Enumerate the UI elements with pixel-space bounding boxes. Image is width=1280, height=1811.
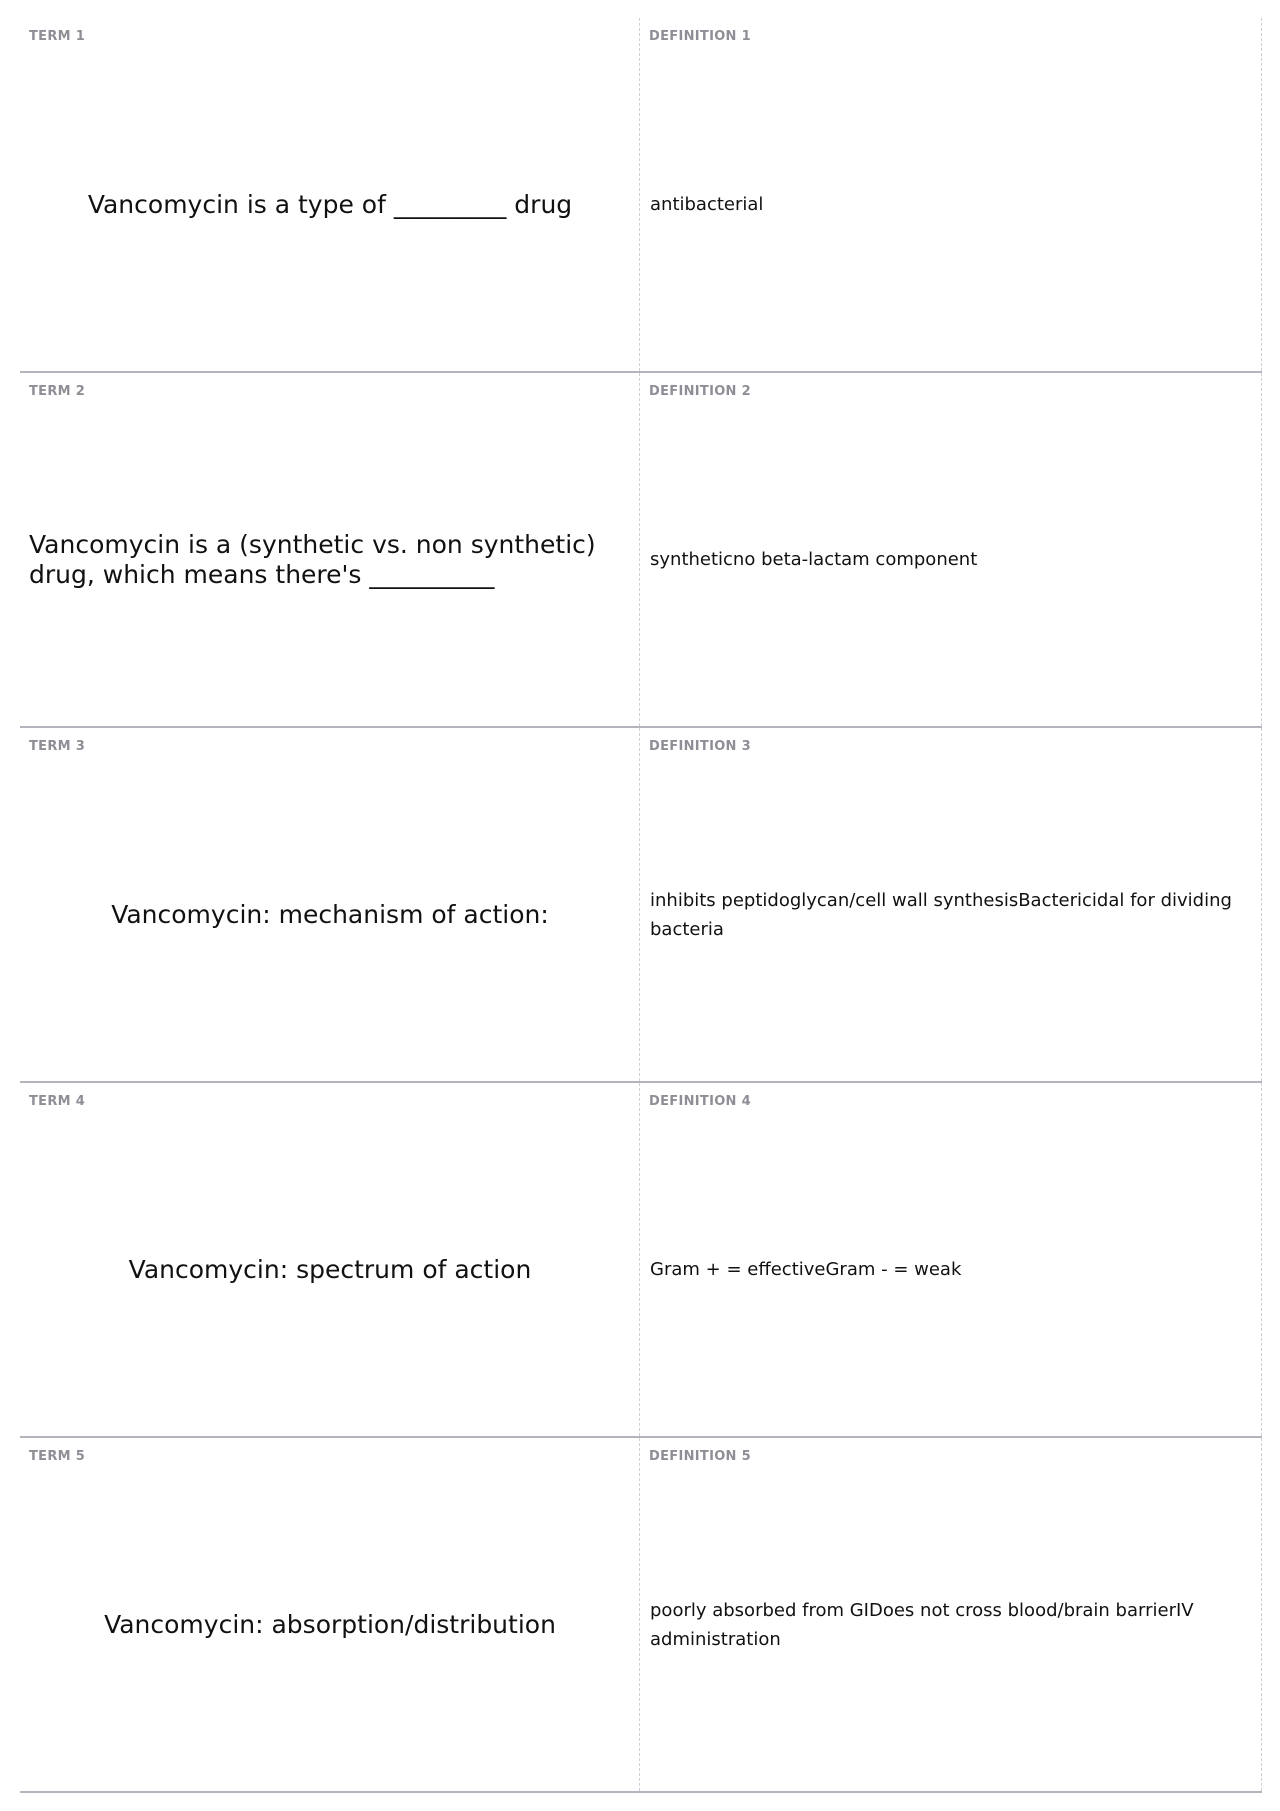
term-text: Vancomycin: spectrum of action <box>128 1254 532 1284</box>
definition-label: DEFINITION 5 <box>649 1449 751 1464</box>
term-label: TERM 2 <box>29 384 86 399</box>
card-row <box>20 728 1262 1083</box>
definition-cell <box>640 18 1262 371</box>
definition-cell <box>640 728 1262 1081</box>
term-text: Vancomycin: absorption/distribution <box>104 1609 556 1639</box>
card-row <box>20 373 1262 728</box>
term-cell <box>20 1083 640 1436</box>
definition-text: poorly absorbed from GIDoes not cross blood/brain barrierIV administration <box>650 1599 1194 1650</box>
definition-label: DEFINITION 1 <box>649 29 751 44</box>
term-cell <box>20 373 640 726</box>
card-row <box>20 1083 1262 1438</box>
term-cell <box>20 728 640 1081</box>
definition-cell <box>640 1438 1262 1791</box>
term-text: Vancomycin: mechanism of action: <box>111 899 549 929</box>
term-label: TERM 4 <box>29 1094 86 1109</box>
definition-cell <box>640 1083 1262 1436</box>
definition-label: DEFINITION 4 <box>649 1094 751 1109</box>
term-text: Vancomycin is a type of _________ drug <box>87 189 573 219</box>
definition-label: DEFINITION 2 <box>649 384 751 399</box>
definition-label: DEFINITION 3 <box>649 739 751 754</box>
definition-text: syntheticno beta-lactam component <box>650 549 978 570</box>
definition-cell <box>640 373 1262 726</box>
flashcard-sheet <box>20 18 1262 1793</box>
card-row <box>20 18 1262 373</box>
definition-text: Gram + = effectiveGram - = weak <box>650 1259 962 1280</box>
term-label: TERM 1 <box>29 29 86 44</box>
term-label: TERM 5 <box>29 1449 86 1464</box>
card-row <box>20 1438 1262 1793</box>
term-label: TERM 3 <box>29 739 86 754</box>
definition-text: inhibits peptidoglycan/cell wall synthesisBactericidal for dividing bacteria <box>650 889 1232 940</box>
term-cell <box>20 18 640 371</box>
term-cell <box>20 1438 640 1791</box>
term-text: Vancomycin is a (synthetic vs. non synthetic) drug, which means there's __________ <box>29 529 596 589</box>
definition-text: antibacterial <box>650 194 764 215</box>
